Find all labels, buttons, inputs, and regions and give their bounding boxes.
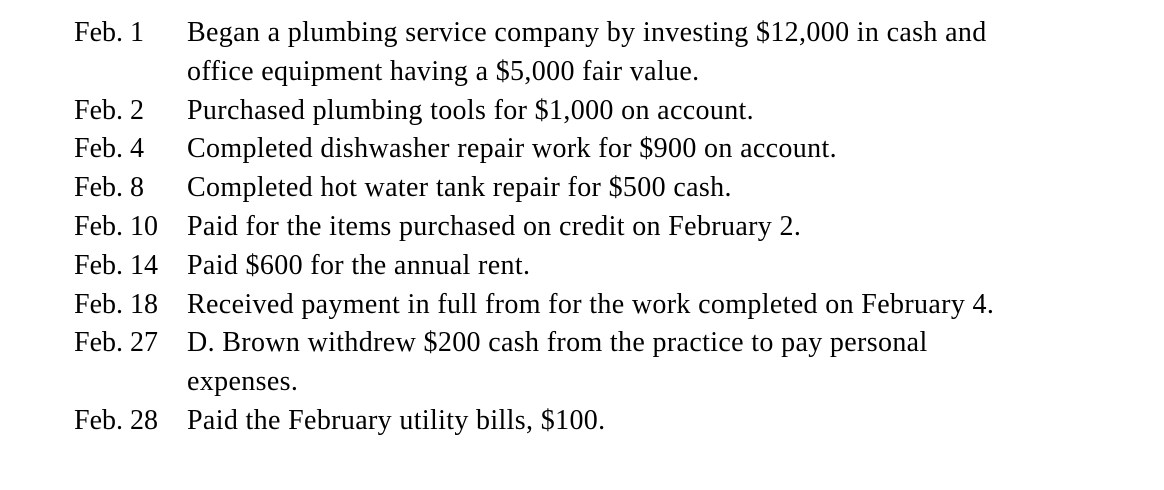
description-line: Purchased plumbing tools for $1,000 on account. <box>187 94 755 126</box>
transaction-date: Feb. 10 <box>74 210 158 242</box>
description-line: Paid $600 for the annual rent. <box>187 249 531 281</box>
transaction-entry <box>74 169 1154 208</box>
transaction-entry <box>74 14 1154 92</box>
transaction-entry <box>74 324 1154 402</box>
transaction-date: Feb. 18 <box>74 288 158 320</box>
description-line: office equipment having a $5,000 fair value. <box>187 55 700 87</box>
transaction-description <box>187 324 1154 402</box>
transaction-date: Feb. 27 <box>74 327 158 359</box>
transaction-description <box>187 14 1154 92</box>
transaction-date: Feb. 2 <box>74 94 144 126</box>
description-line: D. Brown withdrew $200 cash from the practice to pay personal <box>187 327 928 359</box>
transaction-description <box>187 208 1154 247</box>
transaction-entry <box>74 92 1154 131</box>
transaction-description <box>187 402 1154 441</box>
transaction-entry <box>74 286 1154 325</box>
description-line: Began a plumbing service company by investing $12,000 in cash and <box>187 17 987 48</box>
description-line: Completed dishwasher repair work for $900 on account. <box>187 133 837 165</box>
description-line: Completed hot water tank repair for $500 cash. <box>187 172 732 204</box>
transaction-date: Feb. 1 <box>74 17 144 48</box>
transaction-description <box>187 169 1154 208</box>
transaction-description <box>187 247 1154 286</box>
description-line: Paid the February utility bills, $100. <box>187 404 606 436</box>
transaction-description <box>187 286 1154 325</box>
transaction-list <box>74 14 1154 441</box>
transaction-description <box>187 92 1154 131</box>
transaction-entry <box>74 247 1154 286</box>
description-line: expenses. <box>187 366 299 398</box>
transaction-description <box>187 130 1154 169</box>
transaction-entry <box>74 208 1154 247</box>
description-line: Paid for the items purchased on credit on February 2. <box>187 210 802 242</box>
transaction-entry <box>74 130 1154 169</box>
description-line: Received payment in full from for the work completed on February 4. <box>187 288 995 320</box>
transaction-entry <box>74 402 1154 441</box>
transaction-date: Feb. 28 <box>74 404 158 436</box>
transaction-date: Feb. 4 <box>74 133 144 165</box>
transaction-date: Feb. 8 <box>74 172 144 204</box>
transaction-date: Feb. 14 <box>74 249 158 281</box>
